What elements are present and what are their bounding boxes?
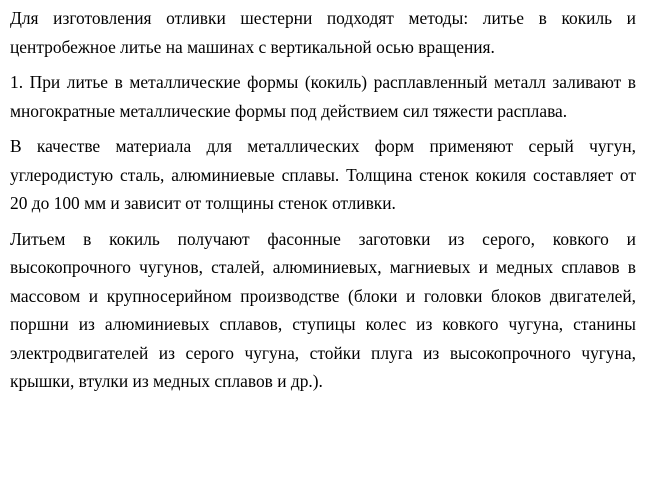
- paragraph-methods: Для изготовления отливки шестерни подходят методы: литье в кокиль и центробежное литье на машинах с вертикальной осью вращения.: [10, 8, 636, 57]
- paragraph-casting-process: 1. При литье в металлические формы (кокиль) расплавленный металл заливают в многократные металлические формы под действием сил тяжести расплава.: [10, 72, 636, 121]
- paragraph-mold-materials: В качестве материала для металлических форм применяют серый чугун, углеродистую сталь, алюминиевые сплавы. Толщина стенок кокиля составляет от 20 до 100 мм и зависит от толщины стенок отливки.: [10, 136, 636, 213]
- paragraph-applications: Литьем в кокиль получают фасонные заготовки из серого, ковкого и высокопрочного чугунов, сталей, алюминиевых, магниевых и медных сплавов в массовом и крупносерийном производстве (блоки и головки блоков двигателей, поршни из алюминиевых сплавов, ступицы колес из ковкого чугуна, станины электродвигателей из серого чугуна, стойки плуга из высокопрочного чугуна, крышки, втулки из медных сплавов и др.).: [10, 228, 636, 391]
- document-body: [10, 4, 636, 403]
